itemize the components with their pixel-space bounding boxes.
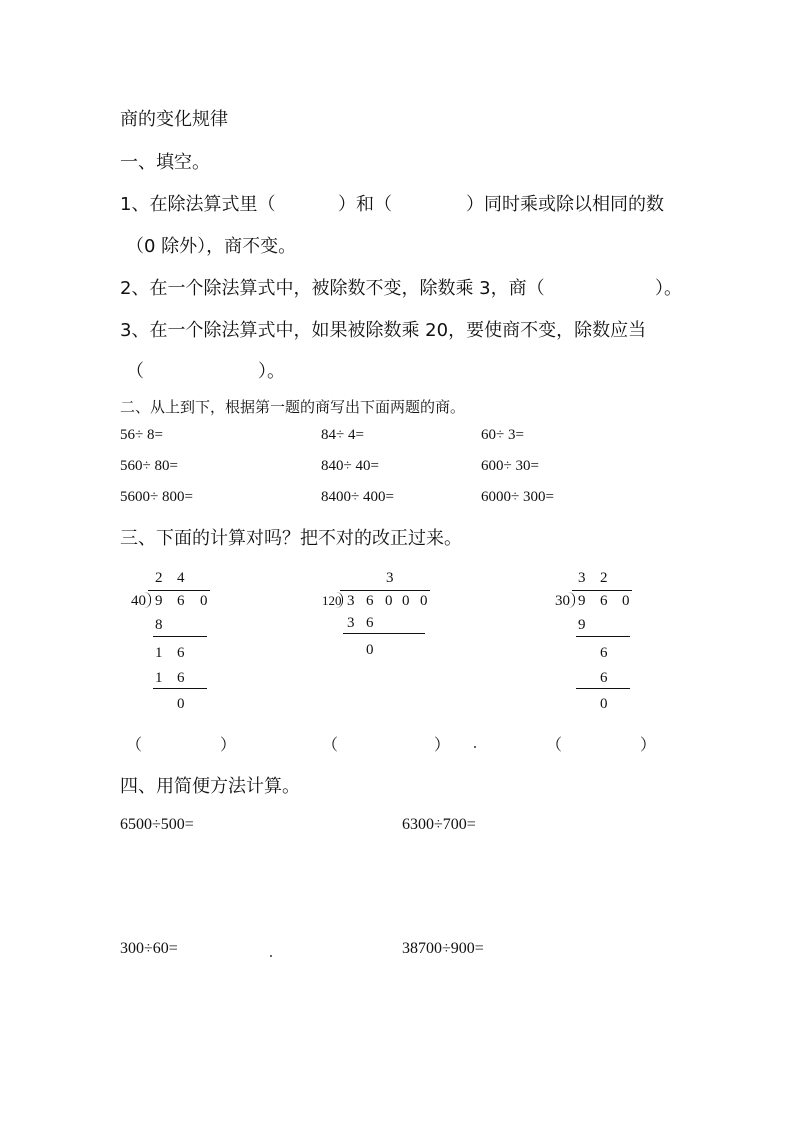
div2-line1 <box>343 633 425 634</box>
q3-open-paren: （ <box>126 361 144 382</box>
section1-heading: 一、填空。 <box>120 152 210 173</box>
answer2-close-paren: ） <box>434 735 451 754</box>
div3-divisor: 30 <box>555 593 570 609</box>
q2-text-b: ）。 <box>655 278 682 299</box>
div1-quotient-digit: 4 <box>177 570 185 586</box>
page-title: 商的变化规律 <box>120 109 228 130</box>
div1-dividend-digit: 6 <box>177 593 185 609</box>
stray-dot <box>474 746 476 748</box>
div2-vinculum <box>340 590 430 591</box>
answer3-open-paren: （ <box>546 735 563 754</box>
q1-text-d: （0 除外），商不变。 <box>126 236 297 257</box>
div3-dividend-digit: 0 <box>622 593 630 609</box>
calc-col2-row3: 8400÷ 400= <box>321 489 394 505</box>
div3-vinculum <box>572 590 632 591</box>
div3-quotient-digit: 2 <box>600 570 608 586</box>
simplify-problem-2: 6300÷700= <box>402 816 476 833</box>
simplify-problem-3: 300÷60= <box>120 940 178 957</box>
div3-remainder: 0 <box>600 696 608 712</box>
calc-col3-row2: 600÷ 30= <box>481 458 539 474</box>
simplify-problem-1: 6500÷500= <box>120 816 194 833</box>
calc-col3-row3: 6000÷ 300= <box>481 489 554 505</box>
div1-dividend-digit: 9 <box>155 593 163 609</box>
simplify-problem-4: 38700÷900= <box>402 940 484 957</box>
calc-col1-row1: 56÷ 8= <box>120 427 163 443</box>
div3-step1: 9 <box>578 617 586 633</box>
q3-close-paren: ）。 <box>258 361 285 382</box>
div2-step1-digit: 6 <box>366 615 374 631</box>
q1-text-a: 1、在除法算式里（ <box>120 194 276 215</box>
q3-text-a: 3、在一个除法算式中，如果被除数乘 20，要使商不变，除数应当 <box>120 320 647 341</box>
calc-col2-row1: 84÷ 4= <box>321 427 364 443</box>
q2-text-a: 2、在一个除法算式中，被除数不变，除数乘 3，商（ <box>120 278 545 299</box>
div1-step2-digit: 6 <box>177 645 185 661</box>
div2-quotient: 3 <box>386 570 394 586</box>
div2-step1-digit: 3 <box>347 615 355 631</box>
div2-dividend-digit: 3 <box>347 593 355 609</box>
div3-dividend-digit: 6 <box>600 593 608 609</box>
div1-remainder: 0 <box>177 696 185 712</box>
div1-step1: 8 <box>155 617 163 633</box>
calc-col2-row2: 840÷ 40= <box>321 458 379 474</box>
div3-step3: 6 <box>600 670 608 686</box>
div2-bracket <box>336 592 343 608</box>
div1-line2 <box>153 688 207 689</box>
div2-remainder: 0 <box>366 642 374 658</box>
div2-dividend-digit: 0 <box>402 593 410 609</box>
answer1-close-paren: ） <box>220 735 237 754</box>
div3-quotient-digit: 3 <box>578 570 586 586</box>
answer1-open-paren: （ <box>126 735 143 754</box>
div2-dividend-digit: 0 <box>420 593 428 609</box>
div3-line2 <box>576 688 630 689</box>
div1-step3-digit: 1 <box>155 670 163 686</box>
calc-col1-row3: 5600÷ 800= <box>120 489 193 505</box>
answer3-close-paren: ） <box>640 735 657 754</box>
div1-line1 <box>153 636 207 637</box>
q1-text-b: ）和（ <box>338 194 392 215</box>
div2-divisor: 120 <box>322 593 342 608</box>
div1-vinculum <box>148 590 210 591</box>
div3-step2: 6 <box>600 645 608 661</box>
calc-col1-row2: 560÷ 80= <box>120 458 178 474</box>
section2-heading: 二、从上到下，根据第一题的商写出下面两题的商。 <box>120 398 466 416</box>
q1-text-c: ）同时乘或除以相同的数 <box>466 194 664 215</box>
div1-dividend-digit: 0 <box>200 593 208 609</box>
div1-step3-digit: 6 <box>177 670 185 686</box>
div2-dividend-digit: 6 <box>366 593 374 609</box>
div3-bracket <box>568 592 575 608</box>
div2-dividend-digit: 0 <box>385 593 393 609</box>
div3-dividend-digit: 9 <box>578 593 586 609</box>
div1-bracket <box>144 592 151 608</box>
div1-quotient-digit: 2 <box>155 570 163 586</box>
section3-heading: 三、下面的计算对吗？把不对的改正过来。 <box>120 528 462 549</box>
div1-step2-digit: 1 <box>155 645 163 661</box>
div3-line1 <box>576 636 630 637</box>
calc-col3-row1: 60÷ 3= <box>481 427 524 443</box>
stray-dot <box>270 955 272 957</box>
answer2-open-paren: （ <box>322 735 339 754</box>
section4-heading: 四、用简便方法计算。 <box>120 776 300 797</box>
div1-divisor: 40 <box>131 593 146 609</box>
